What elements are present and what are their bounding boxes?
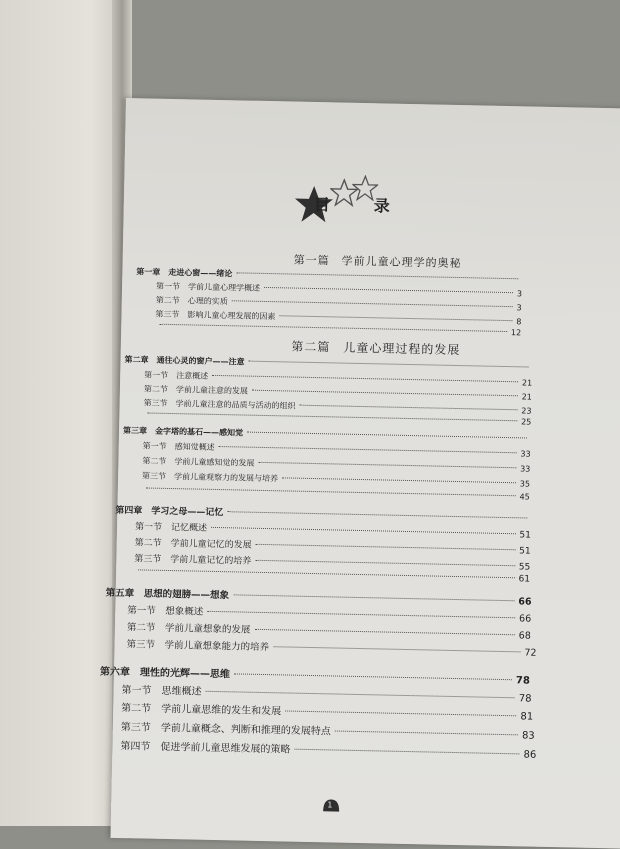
section-row[interactable]: 第一节 记忆概述 51 <box>134 522 532 541</box>
section-row[interactable]: 第三节 影响儿童心理发展的因素 8 <box>155 309 522 327</box>
dot-leader <box>282 477 516 483</box>
dot-leader <box>219 446 517 453</box>
chapter-row-6[interactable]: 第六章 理性的光辉——思维 78 <box>99 666 530 687</box>
section-row[interactable]: 第三节 学前儿童观察力的发展与培养 35 <box>141 471 531 489</box>
section-row[interactable]: 第三节 学前儿童注意的品质与活动的组织 23 <box>143 398 532 416</box>
dot-leader <box>258 462 516 468</box>
dot-leader <box>255 560 514 566</box>
section-row[interactable]: 第三节 学前儿童想象能力的培养 72 <box>126 639 537 659</box>
page-number: 1 <box>327 800 333 810</box>
section-row[interactable]: 第四节 促进学前儿童思维发展的策略 86 <box>120 741 537 761</box>
dot-leader <box>207 611 515 618</box>
toc-title <box>299 184 420 237</box>
dot-leader <box>247 432 527 439</box>
section-row[interactable]: 第三节 学前儿童概念、判断和推理的发展特点 83 <box>120 722 535 742</box>
section-row[interactable]: 第一节 想象概述 66 <box>127 605 532 625</box>
chapter-row-3[interactable]: 第三章 金字塔的基石——感知觉 <box>123 425 531 445</box>
dot-leader <box>335 731 518 736</box>
section-row[interactable]: 25 <box>143 409 531 426</box>
section-row[interactable]: 第一节 注意概述 21 <box>144 370 533 388</box>
chapter-row-2[interactable]: 第二章 通往心灵的窗户——注意 <box>124 354 532 374</box>
part-title-1: 第一篇 学前儿童心理学的奥秘 <box>293 253 462 271</box>
part-title-2: 第二篇 儿童心理过程的发展 <box>291 339 461 358</box>
dot-leader <box>232 300 513 307</box>
chapter-row-4[interactable]: 第四章 学习之母——记忆 <box>115 503 531 525</box>
dot-leader <box>256 544 515 550</box>
section-row[interactable]: 第一节 感知觉概述 33 <box>142 441 531 459</box>
chapter-row-5[interactable]: 第五章 思想的翅膀——想象 66 <box>105 587 532 608</box>
dot-leader <box>233 594 514 601</box>
title-char-mu: 目 <box>313 194 331 215</box>
toc-page <box>99 98 620 849</box>
dot-leader <box>264 287 513 293</box>
dot-leader <box>294 749 519 755</box>
dot-leader <box>300 405 518 411</box>
left-page <box>0 0 130 826</box>
dot-leader <box>227 511 527 518</box>
section-row[interactable]: 第二节 学前儿童想象的发展 68 <box>126 622 531 642</box>
dot-leader <box>206 691 515 698</box>
dot-leader <box>146 488 516 497</box>
dot-leader <box>234 673 512 680</box>
dot-leader <box>252 390 518 397</box>
section-row[interactable]: 第二节 学前儿童注意的发展 21 <box>143 384 532 402</box>
section-row[interactable]: 第二节 学前儿童思维的发生和发展 81 <box>121 703 534 723</box>
chapter-row-1[interactable]: 第一章 走进心窗——绪论 <box>136 266 522 285</box>
section-row[interactable]: 第三节 学前儿童记忆的培养 55 <box>134 554 531 573</box>
dot-leader <box>249 361 529 368</box>
section-row[interactable]: 第二节 学前儿童感知觉的发展 33 <box>142 456 531 474</box>
dot-leader <box>285 710 516 716</box>
dot-leader <box>279 315 512 321</box>
section-row[interactable]: 61 <box>134 566 530 584</box>
dot-leader <box>211 527 515 534</box>
section-row[interactable]: 45 <box>142 484 530 501</box>
dot-leader <box>254 629 514 635</box>
dot-leader <box>236 272 518 279</box>
title-char-lu: 录 <box>373 196 391 216</box>
section-row[interactable]: 第二节 学前儿童记忆的发展 51 <box>134 538 531 557</box>
section-row[interactable]: 12 <box>155 321 521 338</box>
section-row[interactable]: 第一节 学前儿童心理学概述 3 <box>155 281 523 299</box>
dot-leader <box>212 375 518 382</box>
section-row[interactable]: 第一节 思维概述 78 <box>121 685 532 705</box>
section-row[interactable]: 第二节 心理的实质 3 <box>155 295 522 313</box>
dot-leader <box>273 646 520 652</box>
